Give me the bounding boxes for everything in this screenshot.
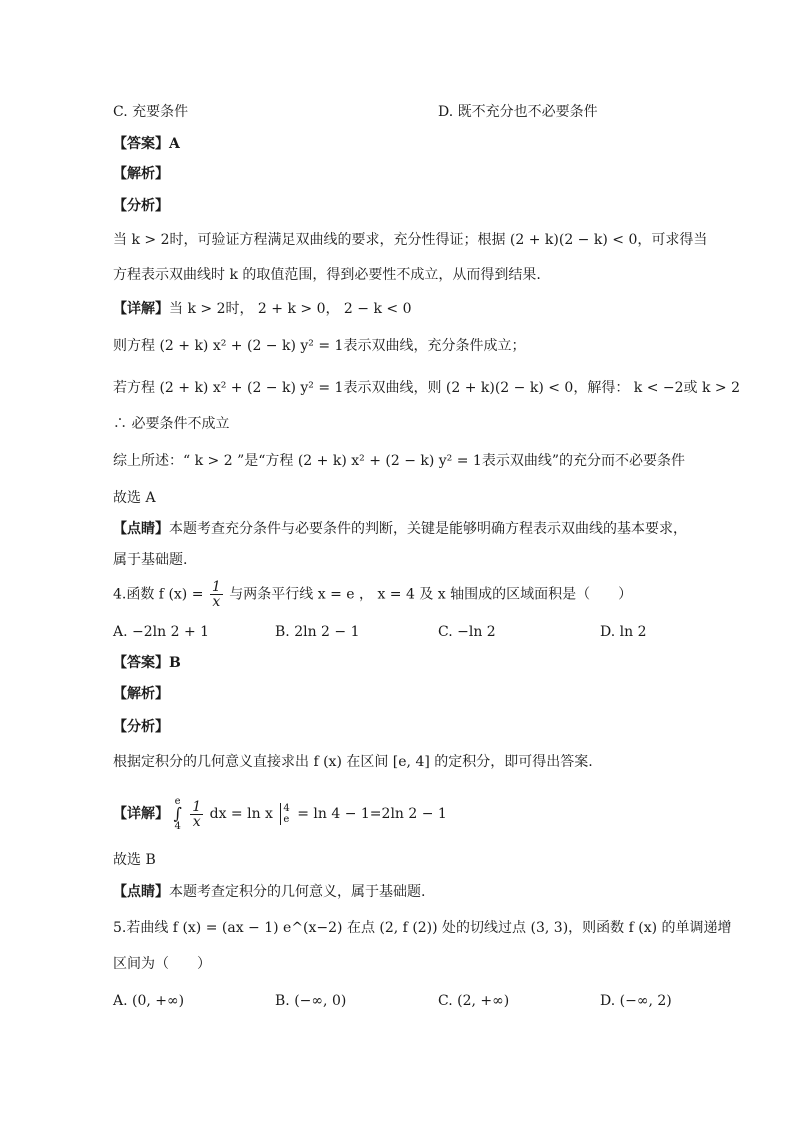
integral-fraction [190,800,203,829]
integral-frac-den: x [192,813,201,830]
q4-option-b: B. 2ln 2 − 1 [275,624,360,640]
detail-label: 【详解】 [113,301,169,317]
comment-text: 本题考查充分条件与必要条件的判断，关键是能够明确方程表示双曲线的基本要求， [169,521,687,537]
integral-result: = ln 4 − 1=2ln 2 − 1 [297,806,447,822]
q4-comment-line [113,882,425,902]
q4-analysis-heading: 【解析】 [113,686,169,702]
q4-comment-text: 本题考查定积分的几何意义，属于基础题. [169,884,426,900]
option-c: C. 充要条件 [113,104,189,120]
q5-option-c: C. (2, +∞) [438,993,510,1009]
detail-line1 [113,299,412,319]
q4-comment-label: 【点睛】 [113,884,169,900]
q4-option-c: C. −ln 2 [438,624,496,640]
q4-frac-den: x [212,594,221,610]
q4-option-d: D. ln 2 [600,624,647,640]
choose-line: 故选 A [113,490,156,506]
q5-option-d: D. (−∞, 2) [600,993,672,1009]
q4-detail-label: 【详解】 [113,806,169,822]
answer-label: 【答案】A [113,136,180,152]
q4-stem-pre: 4.函数 f (x) = [113,586,204,603]
q5-option-b: B. (−∞, 0) [275,993,347,1009]
comment-line2: 属于基础题. [113,552,188,568]
integral-sign [173,796,181,832]
comment-label: 【点睛】 [113,521,169,537]
integral-lower: 4 [174,821,181,832]
q4-stem [113,580,632,609]
integral-upper: e [174,796,181,807]
option-d: D. 既不充分也不必要条件 [438,104,598,120]
detail-line2: 则方程 (2 + k) x² + (2 − k) y² = 1表示双曲线，充分条件成立； [113,338,526,354]
q4-answer-label: 【答案】B [113,655,181,671]
integral-symbol: ∫ [173,804,182,823]
q4-option-a: A. −2ln 2 + 1 [113,624,210,640]
q4-frac-num: 1 [211,579,221,595]
q5-stem-line1: 5.若曲线 f (x) = (ax − 1) e^(x−2) 在点 (2, f (2)) 处的切线过点 (3, 3)，则函数 f (x) 的单调递增 [113,920,732,936]
integral-frac-num: 1 [192,798,202,815]
q4-detail-line [113,796,447,832]
integral-dx: dx = ln x [209,806,273,822]
comment-line1 [113,519,687,539]
bar-lower: e [283,814,290,825]
fenxi-text-line2: 方程表示双曲线时 k 的取值范围，得到必要性不成立，从而得到结果. [113,267,541,283]
q4-fenxi-text: 根据定积分的几何意义直接求出 f (x) 在区间 [e, 4] 的定积分，即可得出答案. [113,754,593,770]
q4-choose-line: 故选 B [113,852,156,868]
analysis-heading: 【解析】 [113,166,169,182]
q4-fenxi-heading: 【分析】 [113,719,169,735]
q5-option-a: A. (0, +∞) [113,993,185,1009]
detail-line3: 若方程 (2 + k) x² + (2 − k) y² = 1表示双曲线，则 (2 + k)(2 − k) < 0，解得： k < −2或 k > 2 [113,380,740,396]
q4-fraction [210,580,223,609]
q5-stem-line2: 区间为（ ） [113,956,211,972]
evaluation-bar [280,803,289,825]
summary-line: 综上所述：“ k > 2 ”是“方程 (2 + k) x² + (2 − k) y² = 1表示双曲线”的充分而不必要条件 [113,453,685,469]
fenxi-text-line1: 当 k > 2时，可验证方程满足双曲线的要求，充分性得证；根据 (2 + k)(2 − k) < 0，可求得当 [113,232,708,248]
detail-line4: ∴ 必要条件不成立 [113,416,230,432]
fenxi-heading: 【分析】 [113,198,169,214]
q4-stem-post: 与两条平行线 x = e ， x = 4 及 x 轴围成的区域面积是（ ） [229,586,633,603]
bar-upper: 4 [283,803,290,814]
detail-text: 当 k > 2时， 2 + k > 0， 2 − k < 0 [169,301,412,317]
